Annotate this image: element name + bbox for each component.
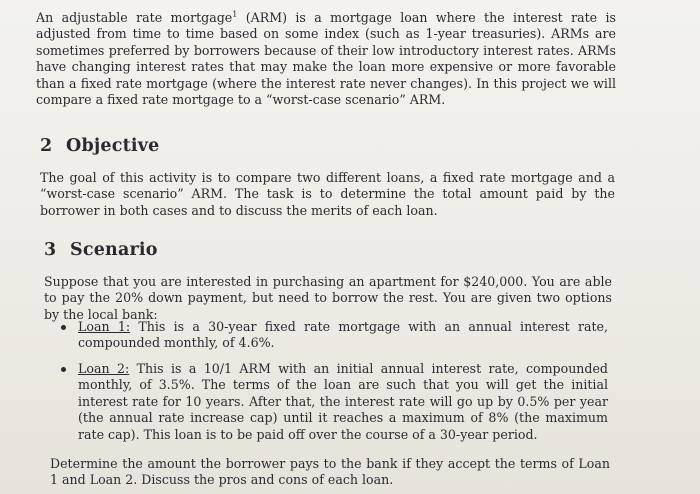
scenario-paragraph: Suppose that you are interested in purchasing an apartment for $240,000. You are able to pay the 20% down payment, but need to borrow the rest. You are given two options by the local bank: bbox=[44, 274, 612, 322]
section-number: 3 bbox=[44, 240, 57, 260]
objective-paragraph: The goal of this activity is to compare two different loans, a fixed rate mortgage and a “worst-case scenario” ARM. The task is to determine the total amount paid by the borrower in both cases and to discuss the merits of each loan. bbox=[40, 170, 615, 218]
section-number: 2 bbox=[40, 136, 53, 156]
section-title: Scenario bbox=[70, 240, 158, 260]
loan-description: This is a 30-year fixed rate mortgage with an annual interest rate, compounded monthly, of 4.6%. bbox=[78, 319, 609, 351]
list-item-loan-2 bbox=[78, 361, 608, 443]
section-title: Objective bbox=[66, 136, 160, 156]
objective-heading bbox=[40, 136, 159, 156]
list-item-loan-1 bbox=[78, 319, 608, 352]
bullet-icon bbox=[61, 325, 66, 330]
intro-text-part2: (ARM) is a mortgage loan where the interest rate is adjusted from time to time based on some index (such as 1-year treasuries). ARMs are sometimes preferred by borrowers because of their low introductory interest rates. ARMs have changing interest rates that may make the loan more expensive or more favorable than a fixed rate mortgage (where the interest rate never changes). In this project we will compare a fixed rate mortgage to a “worst-case scenario” ARM. bbox=[36, 10, 617, 108]
footnote-marker: 1 bbox=[232, 9, 238, 19]
loan-label: Loan 2: bbox=[78, 361, 130, 376]
intro-text-part1: An adjustable rate mortgage bbox=[36, 10, 233, 25]
scenario-heading bbox=[44, 240, 158, 260]
loan-label: Loan 1: bbox=[78, 319, 131, 334]
intro-paragraph bbox=[36, 10, 616, 108]
closing-paragraph: Determine the amount the borrower pays to the bank if they accept the terms of Loan 1 and Loan 2. Discuss the pros and cons of each loan. bbox=[50, 456, 610, 488]
bullet-icon bbox=[61, 367, 66, 372]
loan-description: This is a 10/1 ARM with an initial annual interest rate, compounded monthly, of 3.5%. The terms of the loan are such that you will get the initial interest rate for 10 years. After that, the interest rate will go up by 0.5% per year (the annual rate increase cap) until it reaches a maximum of 8% (the maximum rate cap). This loan is to be paid off over the course of a 30-year period. bbox=[78, 361, 608, 442]
